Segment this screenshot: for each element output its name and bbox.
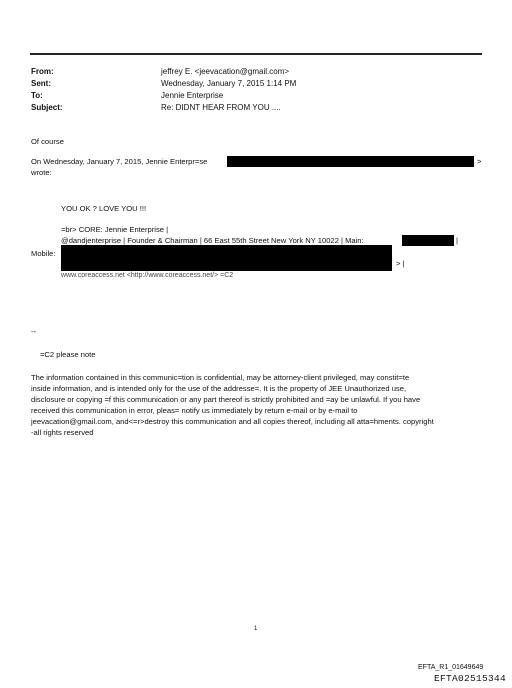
sent-value: Wednesday, January 7, 2015 1:14 PM bbox=[161, 79, 297, 88]
disclaimer bbox=[31, 372, 491, 438]
redaction-mobile bbox=[61, 245, 392, 271]
mobile-pipe: > | bbox=[396, 259, 405, 268]
from-value: jeffrey E. <jeevacation@gmail.com> bbox=[161, 67, 290, 76]
quote-gt: > bbox=[477, 157, 482, 166]
disclaimer-line: The information contained in this communic=tion is confidential, may be attorney-client privileged, may constit=te bbox=[31, 373, 410, 382]
please-note: =C2 please note bbox=[40, 350, 96, 359]
mobile-label: Mobile: bbox=[31, 249, 56, 258]
subject-value: Re: DIDNT HEAR FROM YOU .... bbox=[161, 103, 281, 112]
signature-line-2-pipe: | bbox=[456, 236, 458, 245]
page-number: 1 bbox=[254, 626, 258, 632]
disclaimer-line: inside information, and is intended only for the use of the addresse=. It is the property of JEE Unauthorized use, bbox=[31, 384, 407, 393]
signature-dashes: -- bbox=[31, 327, 37, 336]
header-rule bbox=[30, 53, 482, 55]
redaction-email bbox=[227, 156, 474, 167]
sent-label: Sent: bbox=[31, 79, 51, 88]
reply-text: Of course bbox=[31, 137, 64, 146]
quoted-message: YOU OK ? LOVE YOU !!! bbox=[61, 204, 147, 213]
disclaimer-line: -all rights reserved bbox=[31, 428, 94, 437]
bates-number-large: EFTA02515344 bbox=[434, 673, 507, 684]
disclaimer-line: disclosure or copying =f this communication or any part thereof is strictly prohibited and =ay be unlawful. If you have bbox=[31, 395, 421, 404]
subject-label: Subject: bbox=[31, 103, 63, 112]
redaction-main-phone bbox=[402, 235, 454, 246]
signature-line-2: @dandjenterprise | Founder & Chairman | 66 East 55th Street New York NY 10022 | Main: bbox=[61, 236, 364, 245]
quote-wrote: wrote: bbox=[31, 168, 52, 177]
quote-intro: On Wednesday, January 7, 2015, Jennie Enterpr=se bbox=[31, 157, 208, 166]
disclaimer-line: jeevacation@gmail.com, and<=r>destroy this communication and all copies thereof, including all atta=hments. copyright bbox=[31, 417, 434, 426]
signature-line-1: =br> CORE: Jennie Enterprise | bbox=[61, 225, 169, 234]
disclaimer-line: received this communication in error, pleas= notify us immediately by return e-mail or by e-mail to bbox=[31, 406, 358, 415]
to-label: To: bbox=[31, 91, 43, 100]
bates-number-small: EFTA_R1_01649649 bbox=[418, 664, 484, 671]
from-label: From: bbox=[31, 67, 54, 76]
website-line: www.coreaccess.net <http://www.coreaccess.net/> =C2 bbox=[61, 272, 234, 279]
to-value: Jennie Enterprise bbox=[161, 91, 224, 100]
